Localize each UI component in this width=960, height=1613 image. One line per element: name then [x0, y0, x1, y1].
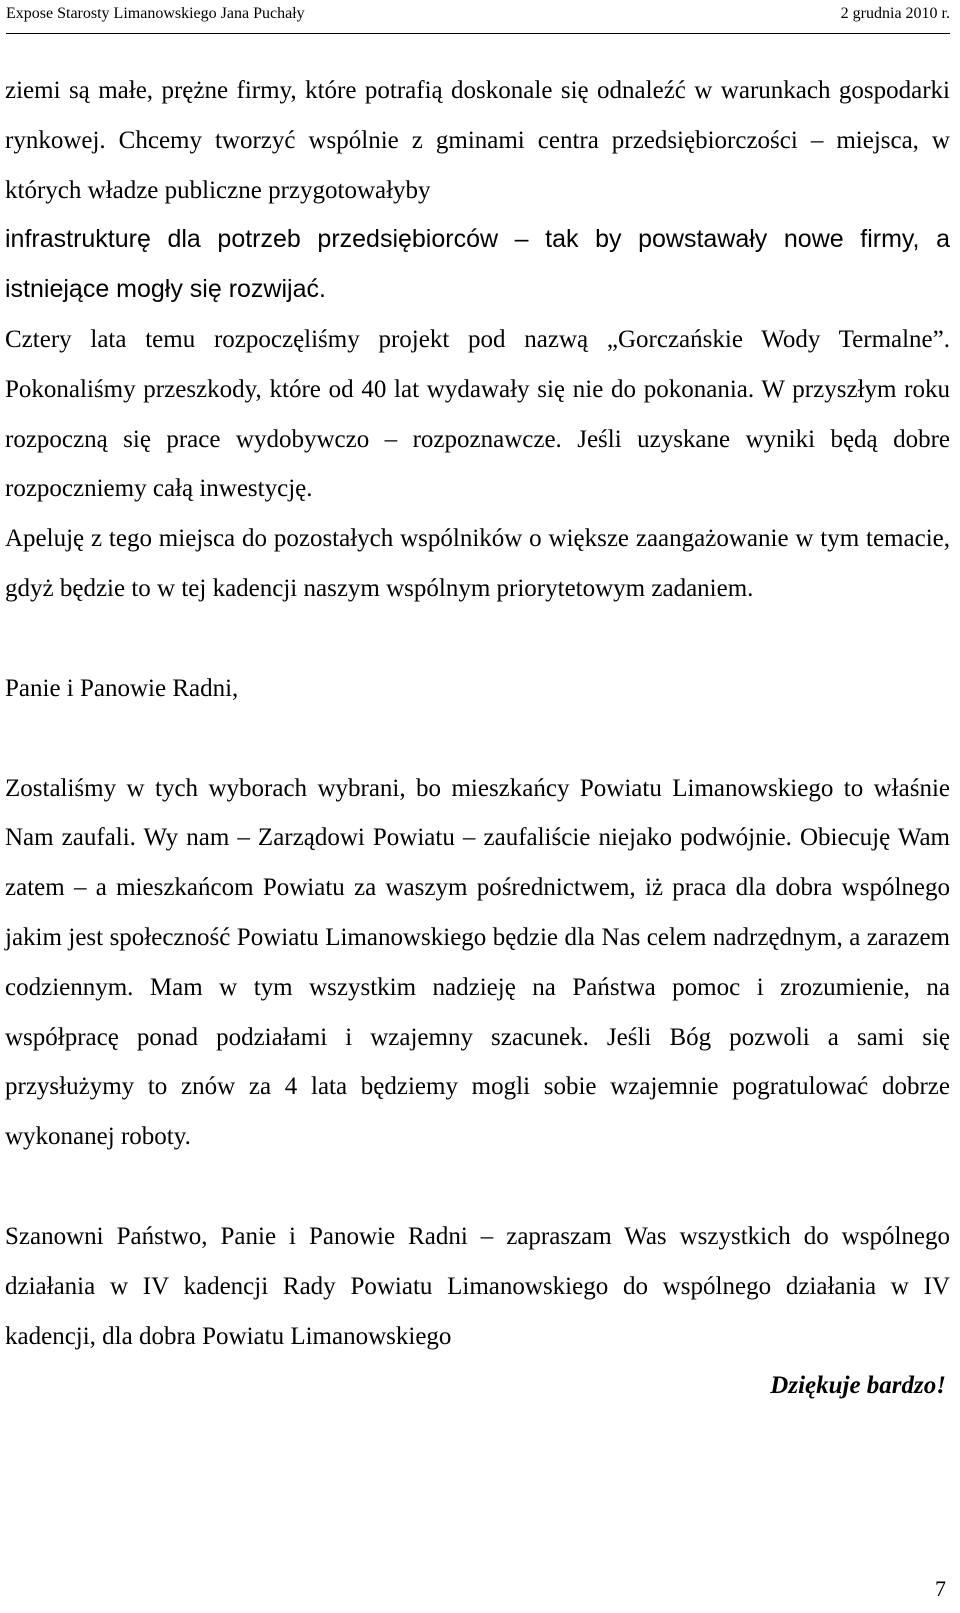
paragraph-gap: [5, 714, 950, 764]
closing-thanks: Dziękuje bardzo!: [770, 1372, 946, 1400]
paragraph-gap: [5, 1162, 950, 1212]
page-body: [5, 66, 950, 1411]
paragraph-gap: [5, 614, 950, 664]
paragraph-thermal-waters: Cztery lata temu rozpoczęliśmy projekt pod nazwą „Gorczańskie Wody Termalne”. Pokonaliśmy przeszkody, które od 40 lat wydawały się nie do pokonania. W przyszłym roku rozpoczną się prace wydobywczo – rozpoznawcze. Jeśli uzyskane wyniki będą dobre rozpoczniemy całą inwestycję.: [5, 325, 950, 503]
paragraph-salutation: Panie i Panowie Radni,: [5, 674, 239, 702]
paragraph-appeal: Apeluję z tego miejsca do pozostałych wspólników o większe zaangażowanie w tym temacie, gdyż będzie to w tej kadencji naszym wspólnym priorytetowym zadaniem.: [5, 525, 950, 602]
header-date: 2 grudnia 2010 r.: [840, 5, 950, 22]
paragraph-business-part2: infrastrukturę dla potrzeb przedsiębiorców – tak by powstawały nowe firmy, a istniejące mogły się rozwijać.: [5, 225, 950, 304]
page-header: [6, 0, 950, 34]
paragraph-invitation: Szanowni Państwo, Panie i Panowie Radni – zapraszam Was wszystkich do wspólnego działania w IV kadencji Rady Powiatu Limanowskiego do wspólnego działania w IV kadencji, dla dobra Powiatu Limanowskiego: [5, 1222, 950, 1350]
paragraph-elections: Zostaliśmy w tych wyborach wybrani, bo mieszkańcy Powiatu Limanowskiego to właśnie Nam zaufali. Wy nam – Zarządowi Powiatu – zaufaliście niejako podwójnie. Obiecuję Wam zatem – a mieszkańcom Powiatu za waszym pośrednictwem, iż praca dla dobra wspólnego jakim jest społeczność Powiatu Limanowskiego będzie dla Nas celem nadrzędnym, a zarazem codziennym. Mam w tym wszystkim nadzieję na Państwa pomoc i zrozumienie, na współpracę ponad podziałami i wzajemny szacunek. Jeśli Bóg pozwoli a sami się przysłużymy to znów za 4 lata będziemy mogli sobie wzajemnie pogratulować dobrze wykonanej roboty.: [5, 774, 950, 1151]
paragraph-business-part1: ziemi są małe, prężne firmy, które potrafią doskonale się odnaleźć w warunkach gospodarki rynkowej. Chcemy tworzyć wspólnie z gminami centra przedsiębiorczości – miejsca, w których władze publiczne przygotowałyby: [5, 77, 950, 204]
header-title: Expose Starosty Limanowskiego Jana Puchały: [6, 5, 305, 22]
page-number: 7: [935, 1576, 946, 1601]
